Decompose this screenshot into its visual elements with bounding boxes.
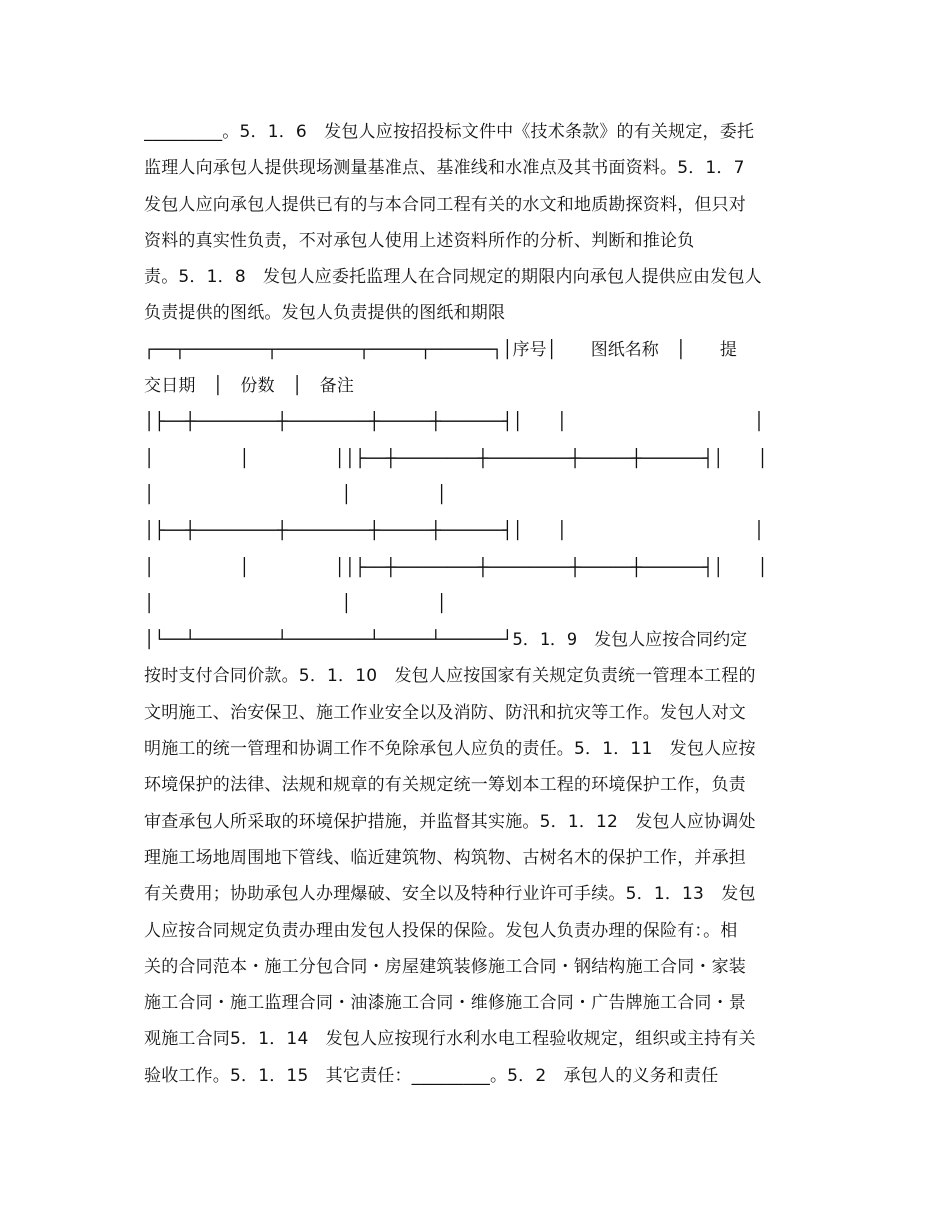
text-line: 人应按合同规定负责办理由发包人投保的保险。发包人负责办理的保险有：。相 (144, 920, 738, 941)
text-line: 验收工作。5．1．15 其它责任：_________。5．2 承包人的义务和责任 (144, 1065, 719, 1086)
text-line: 发包人应向承包人提供已有的与本合同工程有关的水文和地质勘探资料，但只对 (144, 194, 746, 215)
text-line: 关的合同范本・施工分包合同・房屋建筑装修施工合同・钢结构施工合同・家装 (144, 956, 746, 977)
text-line: 审查承包人所采取的环境保护措施，并监督其实施。5．1．12 发包人应协调处 (144, 811, 756, 832)
table-border-line: │└──┴────────┴────────┴─────┴──────┘5．1．9 发包人应按合同约定 (144, 630, 748, 651)
text-line: 资料的真实性负责，不对承包人使用上述资料所作的分析、判断和推论负 (144, 230, 695, 251)
text-line: 交日期 │ 份数 │ 备注 (144, 376, 355, 397)
text-line: 监理人向承包人提供现场测量基准点、基准线和水准点及其书面资料。5．1．7 (144, 158, 745, 179)
table-border-line: ┌──┬────────┬────────┬─────┬──────┐│序号│ 图纸名称 │ 提 (144, 339, 737, 360)
table-border-line: │├──┼────────┼────────┼─────┼──────┤│ │ │ (144, 521, 765, 542)
table-border-line: │ │ │ (144, 593, 447, 614)
text-line: 有关费用；协助承包人办理爆破、安全以及特种行业许可手续。5．1．13 发包 (144, 884, 756, 905)
table-border-line: │ │ │ (144, 484, 447, 505)
text-line: 按时支付合同价款。5．1．10 发包人应按国家有关规定负责统一管理本工程的 (144, 666, 756, 687)
table-border-line: │ │ ││├──┼────────┼────────┼─────┼──────┤│ │ (144, 557, 768, 578)
table-border-line: │├──┼────────┼────────┼─────┼──────┤│ │ │ (144, 412, 765, 433)
text-line: 文明施工、治安保卫、施工作业安全以及消防、防汛和抗灾等工作。发包人对文 (144, 702, 746, 723)
table-border-line: │ │ ││├──┼────────┼────────┼─────┼──────┤│ │ (144, 448, 768, 469)
text-line: 责。5．1．8 发包人应委托监理人在合同规定的期限内向承包人提供应由发包人 (144, 267, 762, 288)
text-line: 施工合同・施工监理合同・油漆施工合同・维修施工合同・广告牌施工合同・景 (144, 993, 746, 1014)
text-line: 理施工场地周围地下管线、临近建筑物、构筑物、古树名木的保护工作，并承担 (144, 847, 746, 868)
text-line: 负责提供的图纸。发包人负责提供的图纸和期限 (144, 303, 506, 324)
text-line: 明施工的统一管理和协调工作不免除承包人应负的责任。5．1．11 发包人应按 (144, 739, 756, 760)
text-line: 环境保护的法律、法规和规章的有关规定统一筹划本工程的环境保护工作，负责 (144, 775, 746, 796)
document-body (144, 114, 814, 1094)
text-line: 观施工合同5．1．14 发包人应按现行水利水电工程验收规定，组织或主持有关 (144, 1029, 756, 1050)
text-line: _________。5．1．6 发包人应按招投标文件中《技术条款》的有关规定，委托 (144, 122, 755, 142)
